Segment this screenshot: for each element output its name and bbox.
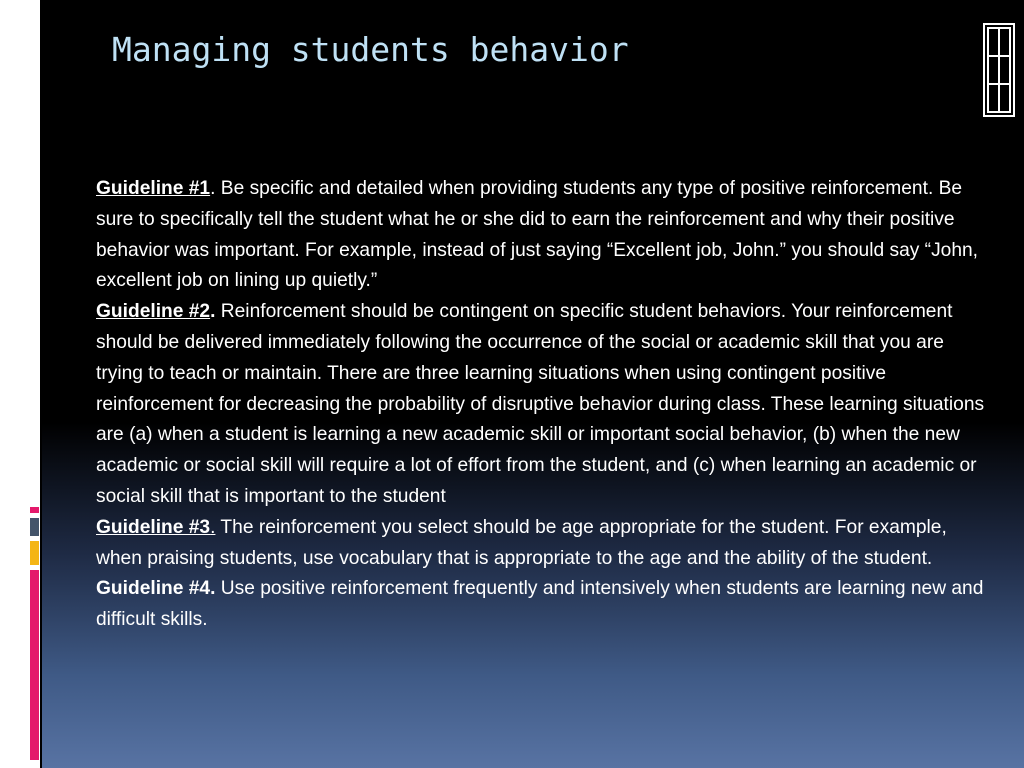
guideline-1-punct: .	[210, 178, 216, 199]
guideline-3-label: Guideline #3	[96, 516, 211, 538]
guideline-4-text: Use positive reinforcement frequently and intensively when students are learning new and difficult skills.	[96, 578, 984, 631]
guideline-2-punct: .	[210, 301, 216, 323]
accent-bar-pink-top	[30, 507, 39, 513]
guideline-2	[96, 297, 986, 513]
accent-bar-gold	[30, 541, 39, 565]
left-divider	[40, 0, 42, 768]
guideline-3-text: The reinforcement you select should be age appropriate for the student. For example, when praising students, use vocabulary that is appropriate to the age and the ability of the student.	[96, 516, 947, 569]
guideline-4-punct: .	[210, 578, 216, 600]
guideline-4-label: Guideline #4	[96, 578, 211, 600]
slide-body	[96, 174, 986, 636]
accent-bar-pink	[30, 570, 39, 760]
guideline-2-text: Reinforcement should be contingent on specific student behaviors. Your reinforcement should be delivered immediately following the occurrence of the social or academic skill that you are trying to teach or maintain. There are three learning situations when using contingent positive reinforcement for decreasing the probability of disruptive behavior during class. These learning situations are (a) when a student is learning a new academic skill or important social behavior, (b) when the new academic or social skill will require a lot of effort from the student, and (c) when learning an academic or social skill that is important to the student	[96, 301, 985, 507]
slide-title: Managing students behavior	[112, 30, 629, 69]
guideline-1	[96, 174, 986, 297]
guideline-4	[96, 574, 986, 636]
guideline-2-label: Guideline #2	[96, 301, 211, 323]
accent-bar-gray	[30, 518, 39, 536]
guideline-3	[96, 513, 986, 575]
guideline-1-label: Guideline #1	[96, 178, 211, 199]
guideline-3-punct: .	[210, 516, 216, 538]
guideline-1-text: Be specific and detailed when providing students any type of positive reinforcement. Be sure to specifically tell the student what he or she did to earn the reinforcement and why their positive behavior was important. For example, instead of just saying “Excellent job, John.” you should say “John, excellent job on lining up quietly.”	[96, 178, 979, 292]
